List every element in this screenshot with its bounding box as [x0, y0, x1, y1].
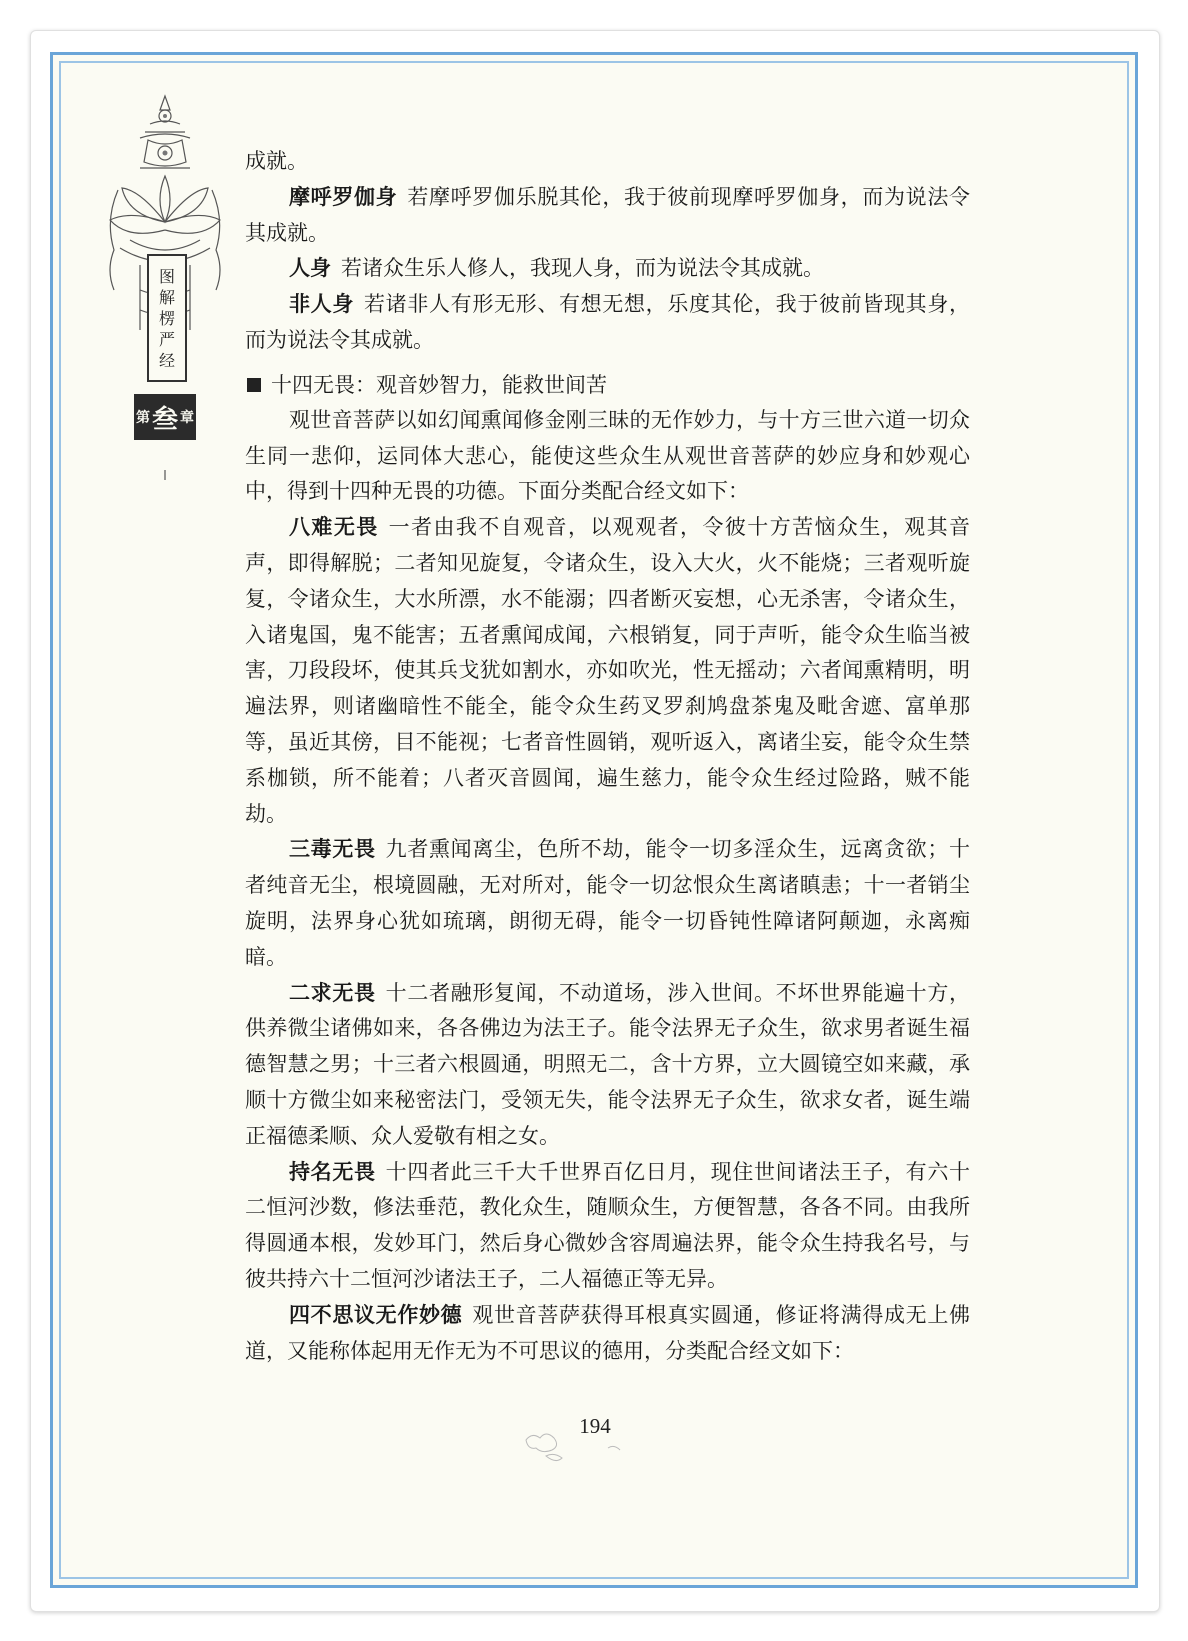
book-title-char: 解 [158, 287, 175, 307]
paragraph: 成就。 [245, 149, 308, 173]
paragraph-label: 人身 [289, 256, 331, 281]
book-title-char: 严 [158, 329, 175, 349]
paragraph: 四不思议无作妙德 观世音菩萨获得耳根真实圆通，修证将满得成无上佛道，又能称体起用无作无为不可思议的德用，分类配合经文如下： [245, 1302, 971, 1363]
paragraph-label: 二求无畏 [289, 980, 376, 1005]
paragraph-label: 四不思议无作妙德 [289, 1302, 463, 1327]
paragraph: 摩呼罗伽身 若摩呼罗伽乐脱其伦，我于彼前现摩呼罗伽身，而为说法令其成就。 [245, 184, 971, 245]
paragraph-label: 三毒无畏 [289, 837, 376, 862]
paragraph-label: 摩呼罗伽身 [289, 184, 398, 209]
paragraph: 人身 若诸众生乐人修人，我现人身，而为说法令其成就。 [289, 256, 824, 281]
chapter-badge [134, 394, 196, 440]
paragraph: 八难无畏 一者由我不自观音，以观观者，令彼十方苦恼众生，观其音声，即得解脱；二者知见旋复，令诸众生，设入大火，火不能烧；三者观听旋复，令诸众生，大水所漂，水不能溺；四者断灭妄想，心无杀害，令诸众生，入诸鬼国，鬼不能害；五者熏闻成闻，六根销复，同于声听，能令众生临当被害，刀段段坏，使其兵戈犹如割水，亦如吹光，性无摇动；六者闻熏精明，明遍法界，则诸幽暗性不能全，能令众生药叉罗刹鸠盘茶鬼及毗舍遮、富单那等，虽近其傍，目不能视；七者音性圆销，观听返入，离诸尘妄，能令众生禁系枷锁，所不能着；八者灭音圆闻，遍生慈力，能令众生经过险路，贼不能劫。 [245, 515, 970, 826]
chapter-prefix: 第 [135, 410, 150, 426]
book-title-char: 图 [158, 266, 175, 286]
paragraph-label: 八难无畏 [289, 515, 379, 540]
paragraph: 二求无畏 十二者融形复闻，不动道场，涉入世间。不坏世界能遍十方，供养微尘诸佛如来，各各佛边为法王子。能令法界无子众生，欲求男者诞生福德智慧之男；十三者六根圆通，明照无二，含十方界，立大圆镜空如来藏，承顺十方微尘如来秘密法门，受领无失，能令法界无子众生，欲求女者，诞生端正福德柔顺、众人爱敬有相之女。 [245, 980, 971, 1148]
square-bullet-icon [247, 378, 261, 392]
body-text [245, 144, 970, 1369]
paragraph: 三毒无畏 九者熏闻离尘，色所不劫，能令一切多淫众生，远离贪欲；十者纯音无尘，根境圆融，无对所对，能令一切忿恨众生离诸瞋恚；十一者销尘旋明，法界身心犹如琉璃，朗彻无碍，能令一切昏钝性障诸阿颠迦，永离痴暗。 [245, 837, 971, 969]
paragraph: 观世音菩萨以如幻闻熏闻修金刚三昧的无作妙力，与十方三世六道一切众生同一悲仰，运同体大悲心，能使这些众生从观世音菩萨的妙应身和妙观心中，得到十四种无畏的功德。下面分类配合经文如下： [245, 407, 970, 504]
page-number: 194 [579, 1414, 611, 1438]
paragraph-label: 持名无畏 [289, 1159, 376, 1184]
book-title-vertical [147, 254, 187, 382]
book-title-char: 经 [158, 350, 175, 370]
paragraph: 非人身 若诸非人有形无形、有想无想，乐度其伦，我于彼前皆现其身，而为说法令其成就。 [245, 292, 970, 352]
section-heading: 十四无畏：观音妙智力，能救世间苦 [245, 369, 970, 401]
book-title-char: 楞 [158, 308, 175, 328]
chapter-number: 叁 [151, 404, 178, 435]
paragraph: 持名无畏 十四者此三千大千世界百亿日月，现住世间诸法王子，有六十二恒河沙数，修法垂范，教化众生，随顺众生，方便智慧，各各不同。由我所得圆通本根，发妙耳门，然后身心微妙含容周遍法界，能令众生持我名号，与彼共持六十二恒河沙诸法王子，二人福德正等无异。 [245, 1159, 971, 1291]
paragraph-label: 非人身 [289, 292, 354, 317]
chapter-suffix: 章 [180, 410, 194, 426]
